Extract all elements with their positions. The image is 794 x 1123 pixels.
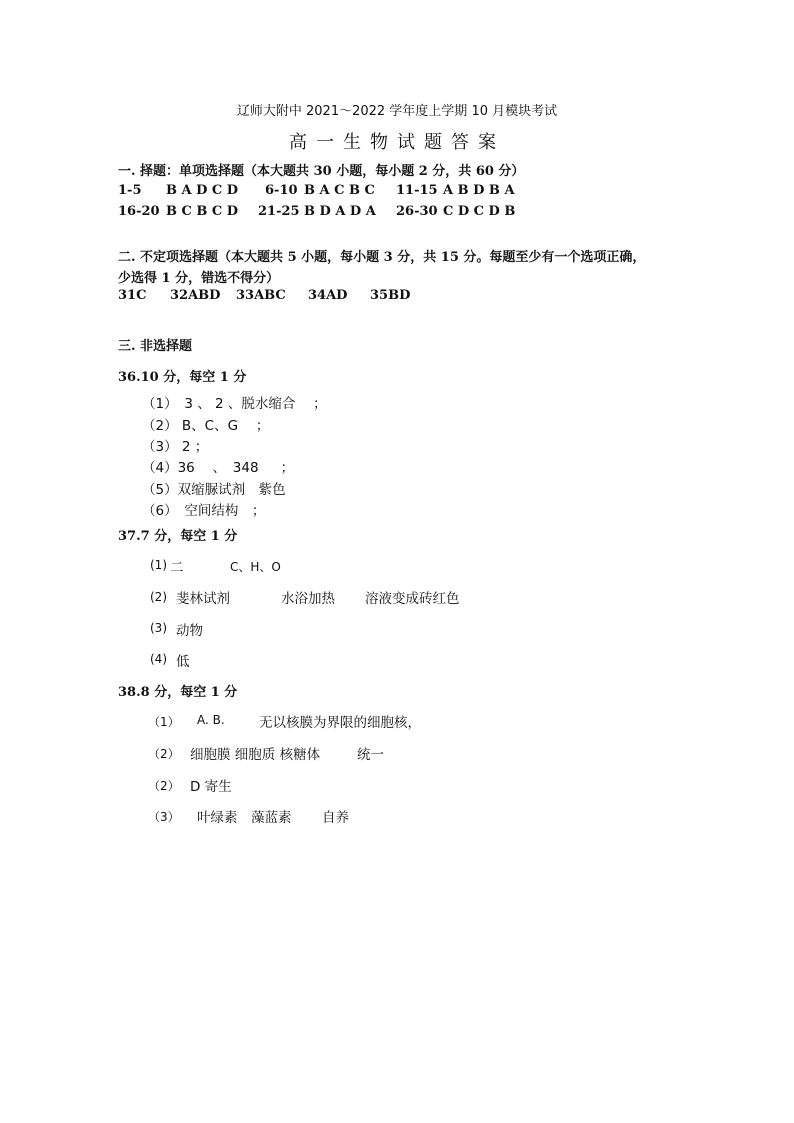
q37-answer: 低 xyxy=(176,654,190,670)
answer-item: 35BD xyxy=(370,288,411,303)
q36-item: （6） 空间结构 ； xyxy=(142,503,266,519)
answer-group: A B D B A xyxy=(443,183,515,198)
q38-answer: D 寄生 xyxy=(190,779,232,795)
section2-heading-line2: 少选得 1 分，错选不得分） xyxy=(118,271,280,286)
answer-item: 31C xyxy=(118,288,147,303)
q37-num: (1) xyxy=(150,558,167,572)
section2-heading-line1: 二. 不定项选择题（本大题共 5 小题，每小题 3 分，共 15 分。每题至少有一个选项正确， xyxy=(118,250,646,265)
range-label: 1-5 xyxy=(118,183,142,198)
answer-group: B A D C D xyxy=(166,183,239,198)
q38-answer: 自养 xyxy=(322,810,349,826)
range-label: 26-30 xyxy=(396,204,438,219)
range-label: 6-10 xyxy=(265,183,298,198)
q38-answer: 统一 xyxy=(357,747,384,763)
q38-num: （1） xyxy=(148,715,180,729)
q37-num: (3) xyxy=(150,621,167,635)
q38-num: （3） xyxy=(148,810,180,824)
section1-heading: 一. 择题：单项选择题（本大题共 30 小题，每小题 2 分，共 60 分） xyxy=(118,164,525,179)
answer-item: 32ABD xyxy=(170,288,221,303)
q38-answer: 细胞膜 细胞质 核糖体 xyxy=(190,747,321,763)
q38-num: （2） xyxy=(148,747,180,761)
range-label: 16-20 xyxy=(118,204,160,219)
answer-group: C D C D B xyxy=(443,204,516,219)
q36-item: （4）36 、 348 ； xyxy=(142,460,295,476)
q36-item: （2） B、C、G ； xyxy=(142,418,270,434)
q38-heading: 38.8 分，每空 1 分 xyxy=(118,685,238,700)
q37-heading: 37.7 分，每空 1 分 xyxy=(118,529,238,544)
q36-item: （1） 3 、 2 、脱水缩合 ； xyxy=(142,396,327,412)
q38-answer: 叶绿素 藻蓝素 xyxy=(197,810,292,826)
q36-item: （5）双缩脲试剂 紫色 xyxy=(142,482,286,498)
q37-answer: 溶液变成砖红色 xyxy=(365,591,460,607)
answer-item: 33ABC xyxy=(236,288,286,303)
answer-group: B D A D A xyxy=(304,204,376,219)
q38-answer: 无以核膜为界限的细胞核， xyxy=(259,715,421,731)
q37-answer: 水浴加热 xyxy=(281,591,335,607)
q37-num: (4) xyxy=(150,652,167,666)
answer-item: 34AD xyxy=(308,288,348,303)
q36-item: （3） 2 ； xyxy=(142,439,209,455)
page-title: 高一生物试题答案 xyxy=(289,132,505,153)
answer-group: B C B C D xyxy=(166,204,239,219)
section3-heading: 三. 非选择题 xyxy=(118,339,193,354)
q38-answer: A. B. xyxy=(197,713,225,727)
q37-answer: C、H、O xyxy=(230,560,281,574)
range-label: 11-15 xyxy=(396,183,438,198)
q38-num: （2） xyxy=(148,779,180,793)
school-exam-header: 辽师大附中 2021～2022 学年度上学期 10 月模块考试 xyxy=(236,104,558,119)
q37-answer: 动物 xyxy=(176,623,203,639)
q37-answer: 斐林试剂 xyxy=(176,591,230,607)
q37-answer: 二 xyxy=(170,560,184,576)
q36-heading: 36.10 分，每空 1 分 xyxy=(118,370,247,385)
q37-num: (2) xyxy=(150,590,167,604)
range-label: 21-25 xyxy=(258,204,300,219)
answer-group: B A C B C xyxy=(304,183,375,198)
